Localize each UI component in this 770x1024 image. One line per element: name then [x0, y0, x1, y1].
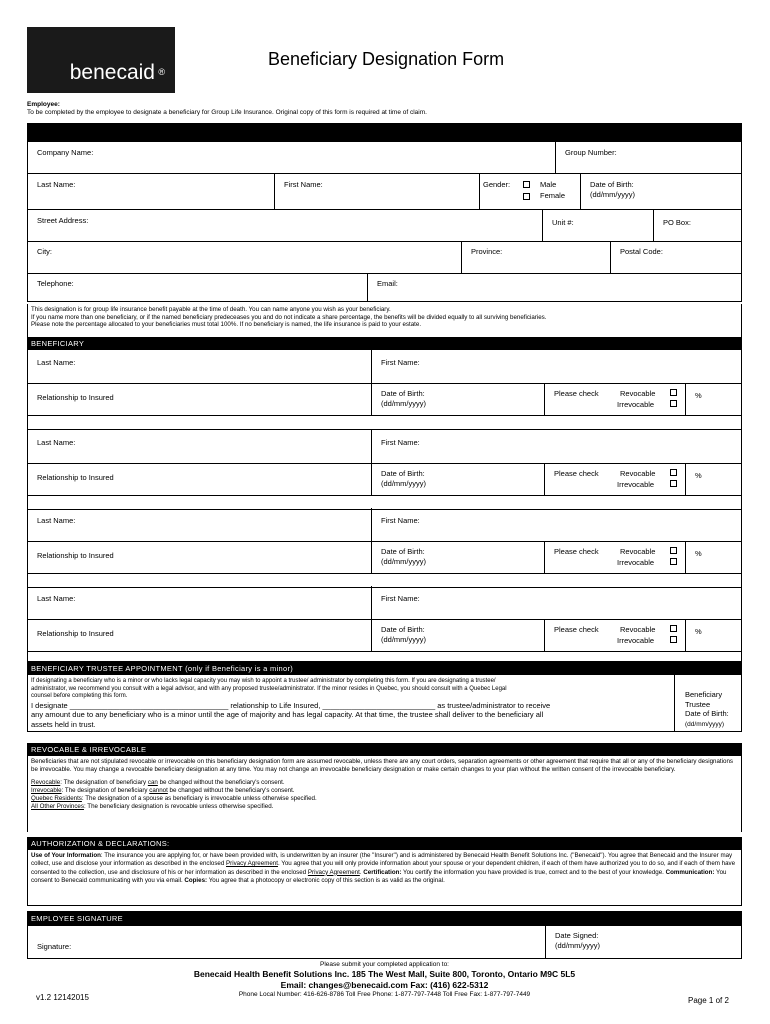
- please-check-label: Please check: [554, 389, 599, 398]
- beneficiary-dob-field[interactable]: Date of Birth: (dd/mm/yyyy): [371, 384, 543, 415]
- trustee-text-line: assets held in trust.: [31, 719, 96, 729]
- revocable-checkbox[interactable]: [670, 469, 677, 476]
- company-name-field[interactable]: Company Name:: [37, 148, 94, 157]
- beneficiary-last-name-field[interactable]: Last Name:: [37, 438, 76, 447]
- page-title: Beneficiary Designation Form: [268, 49, 505, 69]
- po-box-field[interactable]: PO Box:: [653, 210, 741, 241]
- signature-heading: EMPLOYEE SIGNATURE: [27, 911, 742, 926]
- trustee-text-line: counsel before completing this form.: [31, 693, 128, 700]
- please-check-label: Please check: [554, 625, 599, 634]
- note-line: Please note the percentage allocated to your beneficiaries must total 100%. If no beneficiary is named, the life insurance is paid to your estate.: [31, 321, 422, 329]
- revocable-block: [27, 756, 742, 832]
- please-check-label: Please check: [554, 547, 599, 556]
- revocable-label: Revocable: [620, 547, 656, 556]
- page-number: Page 1 of 2: [688, 996, 729, 1005]
- beneficiary-detail-row: [27, 464, 742, 496]
- gender-field: [479, 174, 579, 209]
- beneficiary-relationship-field[interactable]: Relationship to Insured: [37, 473, 114, 482]
- revocable-label: Revocable: [620, 625, 656, 634]
- def-revocable: Revocable: The designation of beneficiary can be changed without the beneficiary's consent.: [31, 778, 285, 786]
- signature-field[interactable]: Signature:: [37, 942, 72, 951]
- beneficiary-percent-field[interactable]: %: [685, 464, 741, 495]
- beneficiary-percent-field[interactable]: %: [685, 542, 741, 573]
- irrevocable-checkbox[interactable]: [670, 480, 677, 487]
- beneficiary-heading: BENEFICIARY: [27, 337, 742, 350]
- employee-dob-field[interactable]: Date of Birth: (dd/mm/yyyy): [580, 174, 741, 209]
- beneficiary-detail-row: [27, 542, 742, 574]
- footer-submit: Please submit your completed application to:: [320, 961, 449, 968]
- trustee-designate-line[interactable]: I designate ______________________________________ relationship to Life Insured, ___________________________ as trustee/administrator to receive: [31, 700, 551, 710]
- beneficiary-name-row: [27, 508, 742, 542]
- beneficiary-percent-field[interactable]: %: [685, 384, 741, 415]
- beneficiary-first-name-field[interactable]: First Name:: [371, 430, 741, 463]
- trustee-title: Beneficiary Trustee: [685, 690, 723, 709]
- trustee-text-line: If designating a beneficiary who is a minor or who lacks legal capacity you may wish to appoint a trustee/ administrator by completing this form. If you are designating a trustee/: [31, 678, 496, 684]
- female-label: Female: [540, 191, 566, 200]
- beneficiary-name-row: [27, 350, 742, 384]
- irrevocable-checkbox[interactable]: [670, 400, 677, 407]
- version-label: v1.2 12142015: [36, 993, 89, 1002]
- beneficiary-detail-row: [27, 384, 742, 416]
- footer-phones: Phone Local Number: 416-626-8786 Toll Free Phone: 1-877-797-7448 Toll Free Fax: 1-877-797-7449: [238, 991, 531, 998]
- unit-field[interactable]: Unit #:: [542, 210, 652, 241]
- revocable-checkbox[interactable]: [670, 625, 677, 632]
- group-number-field[interactable]: Group Number:: [555, 142, 741, 173]
- beneficiary-first-name-field[interactable]: First Name:: [371, 350, 741, 383]
- date-signed-field[interactable]: Date Signed: (dd/mm/yyyy): [545, 926, 741, 958]
- province-field[interactable]: Province:: [461, 242, 609, 273]
- row-company: [27, 142, 742, 174]
- revocable-label: Revocable: [620, 469, 656, 478]
- trustee-block: [27, 675, 742, 732]
- def-quebec: Quebec Residents: The designation of a spouse as beneficiary is irrevocable unless otherwise specified.: [31, 795, 317, 803]
- beneficiary-spacer: [27, 652, 742, 662]
- beneficiary-name-row: [27, 586, 742, 620]
- city-field[interactable]: City:: [37, 247, 52, 256]
- beneficiary-type-field: [544, 542, 684, 573]
- beneficiary-dob-field[interactable]: Date of Birth: (dd/mm/yyyy): [371, 620, 543, 651]
- male-checkbox[interactable]: [523, 181, 530, 188]
- row-address: [27, 210, 742, 242]
- female-checkbox[interactable]: [523, 193, 530, 200]
- postal-code-field[interactable]: Postal Code:: [610, 242, 741, 273]
- revocable-heading: REVOCABLE & IRREVOCABLE: [27, 743, 742, 756]
- employee-section-bar: [27, 123, 742, 142]
- telephone-field[interactable]: Telephone:: [37, 279, 74, 288]
- trustee-dob-field[interactable]: [674, 675, 741, 731]
- beneficiary-dob-field[interactable]: Date of Birth: (dd/mm/yyyy): [371, 464, 543, 495]
- street-address-field[interactable]: Street Address:: [37, 216, 89, 225]
- first-name-field[interactable]: First Name:: [274, 174, 478, 209]
- trustee-text-line: administrator, we recommend you consult with a legal advisor, and with any proposed trustee/administrator. If the minor resides in Quebec, you should consult with a Quebec Legal: [31, 685, 507, 692]
- irrevocable-checkbox[interactable]: [670, 636, 677, 643]
- trustee-dob-format: (dd/mm/yyyy): [685, 720, 724, 728]
- beneficiary-relationship-field[interactable]: Relationship to Insured: [37, 393, 114, 402]
- revocable-checkbox[interactable]: [670, 389, 677, 396]
- please-check-label: Please check: [554, 469, 599, 478]
- footer-address: Benecaid Health Benefit Solutions Inc. 185 The West Mall, Suite 800, Toronto, Ontario M9C 5L5: [193, 969, 576, 979]
- email-field[interactable]: Email:: [367, 274, 741, 301]
- beneficiary-type-field: [544, 384, 684, 415]
- beneficiary-first-name-field[interactable]: First Name:: [371, 508, 741, 541]
- gender-label: Gender:: [483, 180, 511, 189]
- revocable-checkbox[interactable]: [670, 547, 677, 554]
- intro-label: Employee:: [27, 101, 60, 108]
- trustee-heading: BENEFICIARY TRUSTEE APPOINTMENT (only if Beneficiary is a minor): [27, 662, 742, 675]
- benecaid-logo: [27, 27, 175, 93]
- revocable-label: Revocable: [620, 389, 656, 398]
- logo-registered-mark: ®: [158, 67, 165, 77]
- designation-note: [27, 304, 742, 337]
- trustee-dob-label: Date of Birth:: [685, 709, 729, 718]
- beneficiary-dob-field[interactable]: Date of Birth: (dd/mm/yyyy): [371, 542, 543, 573]
- def-other-provinces: All Other Provinces: The beneficiary designation is revocable unless otherwise specified.: [31, 803, 274, 811]
- last-name-field[interactable]: Last Name:: [37, 180, 76, 189]
- male-label: Male: [540, 180, 557, 189]
- authorization-heading: AUTHORIZATION & DECLARATIONS:: [27, 837, 742, 850]
- beneficiary-last-name-field[interactable]: Last Name:: [37, 516, 76, 525]
- intro: [27, 101, 427, 117]
- irrevocable-label: Irrevocable: [617, 558, 655, 567]
- irrevocable-label: Irrevocable: [617, 400, 655, 409]
- beneficiary-name-row: [27, 430, 742, 464]
- beneficiary-relationship-field[interactable]: Relationship to Insured: [37, 551, 114, 560]
- def-irrevocable: Irrevocable: The designation of beneficiary cannot be changed without the beneficiary's consent.: [31, 786, 295, 794]
- row-city: [27, 242, 742, 274]
- revocable-paragraph: Beneficiaries that are not stipulated revocable or irrevocable on this beneficiary designation form are assumed revocable, unless there are any court orders, separation agreements or other agreement that require that all or any of the beneficiary designations be irrevocable. You may change a revocable beneficiary designation at any time. You may not change an irrevocable beneficiary designation or make certain changes to your plan without the written consent of the irrevocable beneficiary.: [31, 758, 733, 774]
- authorization-block: Use of Your Information: The insurance you are applying for, or have been provided with, is underwritten by an insurer (the "Insurer") and is administered by Benecaid Health Benefit Solutions Inc. ("Benecaid"). You agree that Benecaid and the Insurer may collect, use and disclose your information as described in the enclosed Privacy Agreement. You agree that you will only provide information about your spouse or your dependent children, if each of them have authorized you to do so, and if each of them have consented to the collection, use and disclosure of his or her information as described in the enclosed Privacy Agreement. Certification: You certify the information you have provided is true, correct and to the best of your knowledge. Communication: You consent to Benecaid communicating with you via email. Copies: You agree that a photocopy or electronic copy of this section is as valid as the original.: [27, 850, 742, 906]
- footer: [27, 959, 742, 998]
- irrevocable-checkbox[interactable]: [670, 558, 677, 565]
- beneficiary-last-name-field[interactable]: Last Name:: [37, 594, 76, 603]
- row-name: [27, 174, 742, 210]
- irrevocable-label: Irrevocable: [617, 480, 655, 489]
- trustee-text-line: any amount due to any beneficiary who is a minor until the age of majority and has legal capacity. At that time, the trustee shall deliver to the beneficiary all: [31, 710, 544, 720]
- footer-contact: Email: changes@benecaid.com Fax: (416) 622-5312: [280, 980, 489, 990]
- beneficiary-detail-row: [27, 620, 742, 652]
- beneficiary-last-name-field[interactable]: Last Name:: [37, 358, 76, 367]
- intro-text: To be completed by the employee to designate a beneficiary for Group Life Insurance. Original copy of this form is required at time of claim.: [27, 109, 427, 116]
- logo-text: benecaid: [69, 61, 155, 84]
- beneficiary-type-field: [544, 620, 684, 651]
- beneficiary-relationship-field[interactable]: Relationship to Insured: [37, 629, 114, 638]
- note-line: If you name more than one beneficiary, or if the named beneficiary predeceases you and do not indicate a share percentage, the benefits will be divided equally to all surviving beneficiaries.: [31, 313, 547, 321]
- row-contact: [27, 274, 742, 302]
- beneficiary-first-name-field[interactable]: First Name:: [371, 586, 741, 619]
- irrevocable-label: Irrevocable: [617, 636, 655, 645]
- beneficiary-type-field: [544, 464, 684, 495]
- note-line: This designation is for group life insurance benefit payable at the time of death. You can name anyone you wish as your beneficiary.: [31, 306, 391, 313]
- beneficiary-percent-field[interactable]: %: [685, 620, 741, 651]
- beneficiary-spacer: [27, 416, 742, 430]
- signature-block: [27, 926, 742, 959]
